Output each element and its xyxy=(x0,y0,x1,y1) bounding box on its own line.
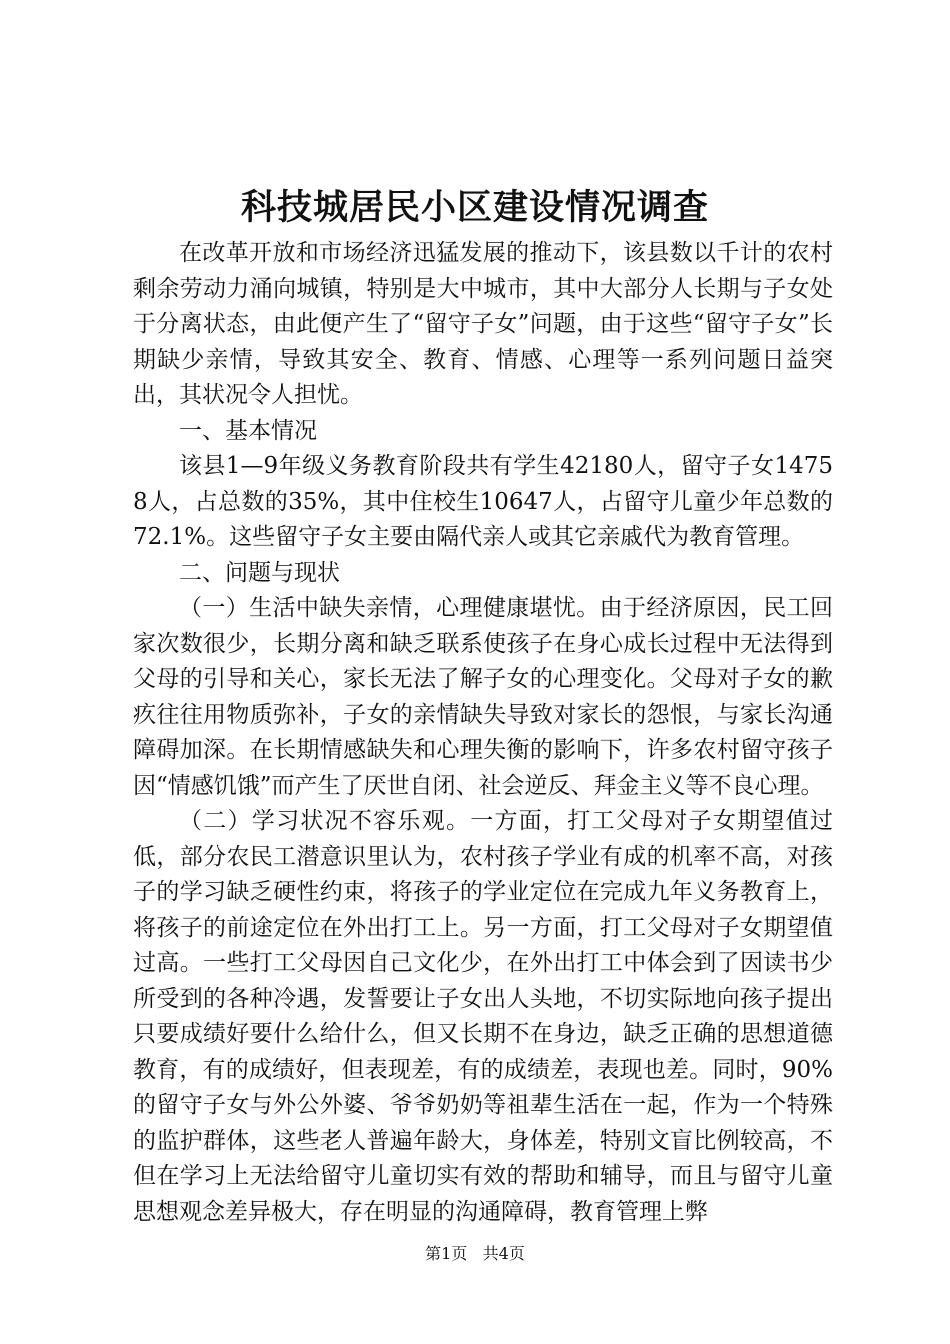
section-heading-basic: 一、基本情况 xyxy=(179,417,317,444)
page-footer xyxy=(0,1243,950,1265)
page-total: 共4页 xyxy=(482,1244,525,1263)
section-heading-problems: 二、问题与现状 xyxy=(179,559,340,586)
problem-one-paragraph: （一）生活中缺失亲情，心理健康堪忧。由于经济原因，民工回家次数很少，长期分离和缺乏联系使孩子在身心成长过程中无法得到父母的引导和关心，家长无法了解子女的心理变化。父母对子女的歉疚往往用物质弥补，子女的亲情缺失导致对家长的怨恨，与家长沟通障碍加深。在长期情感缺失和心理失衡的影响下，许多农村留守孩子因“情感饥饿”而产生了厌世自闭、社会逆反、拜金主义等不良心理。 xyxy=(133,595,833,799)
document-title: 科技城居民小区建设情况调查 xyxy=(240,187,709,228)
page-number: 第1页 xyxy=(425,1244,468,1263)
basic-situation-paragraph: 该县1—9年级义务教育阶段共有学生42180人，留守子女14758人，占总数的35%，其中住校生10647人，占留守儿童少年总数的72.1%。这些留守子女主要由隔代亲人或其它亲戚代为教育管理。 xyxy=(133,453,833,550)
problem-two-paragraph: （二）学习状况不容乐观。一方面，打工父母对子女期望值过低，部分农民工潜意识里认为，农村孩子学业有成的机率不高，对孩子的学习缺乏硬性约束，将孩子的学业定位在完成九年义务教育上，将孩子的前途定位在外出打工上。另一方面，打工父母对子女期望值过高。一些打工父母因自己文化少，在外出打工中体会到了因读书少所受到的各种冷遇，发誓要让子女出人头地，不切实际地向孩子提出只要成绩好要什么给什么，但又长期不在身边，缺乏正确的思想道德教育，有的成绩好，但表现差，有的成绩差，表现也差。同时，90%的留守子女与外公外婆、爷爷奶奶等祖辈生活在一起，作为一个特殊的监护群体，这些老人普遍年龄大，身体差，特别文盲比例较高，不但在学习上无法给留守儿童切实有效的帮助和辅导，而且与留守儿童思想观念差异极大，存在明显的沟通障碍，教育管理上弊 xyxy=(133,808,833,1225)
document-body xyxy=(133,236,833,1230)
intro-paragraph: 在改革开放和市场经济迅猛发展的推动下，该县数以千计的农村剩余劳动力涌向城镇，特别是大中城市，其中大部分人长期与子女处于分离状态，由此便产生了“留守子女”问题，由于这些“留守子女”长期缺少亲情，导致其安全、教育、情感、心理等一系列问题日益突出，其状况令人担忧。 xyxy=(133,240,833,408)
page-separator xyxy=(472,1244,477,1263)
